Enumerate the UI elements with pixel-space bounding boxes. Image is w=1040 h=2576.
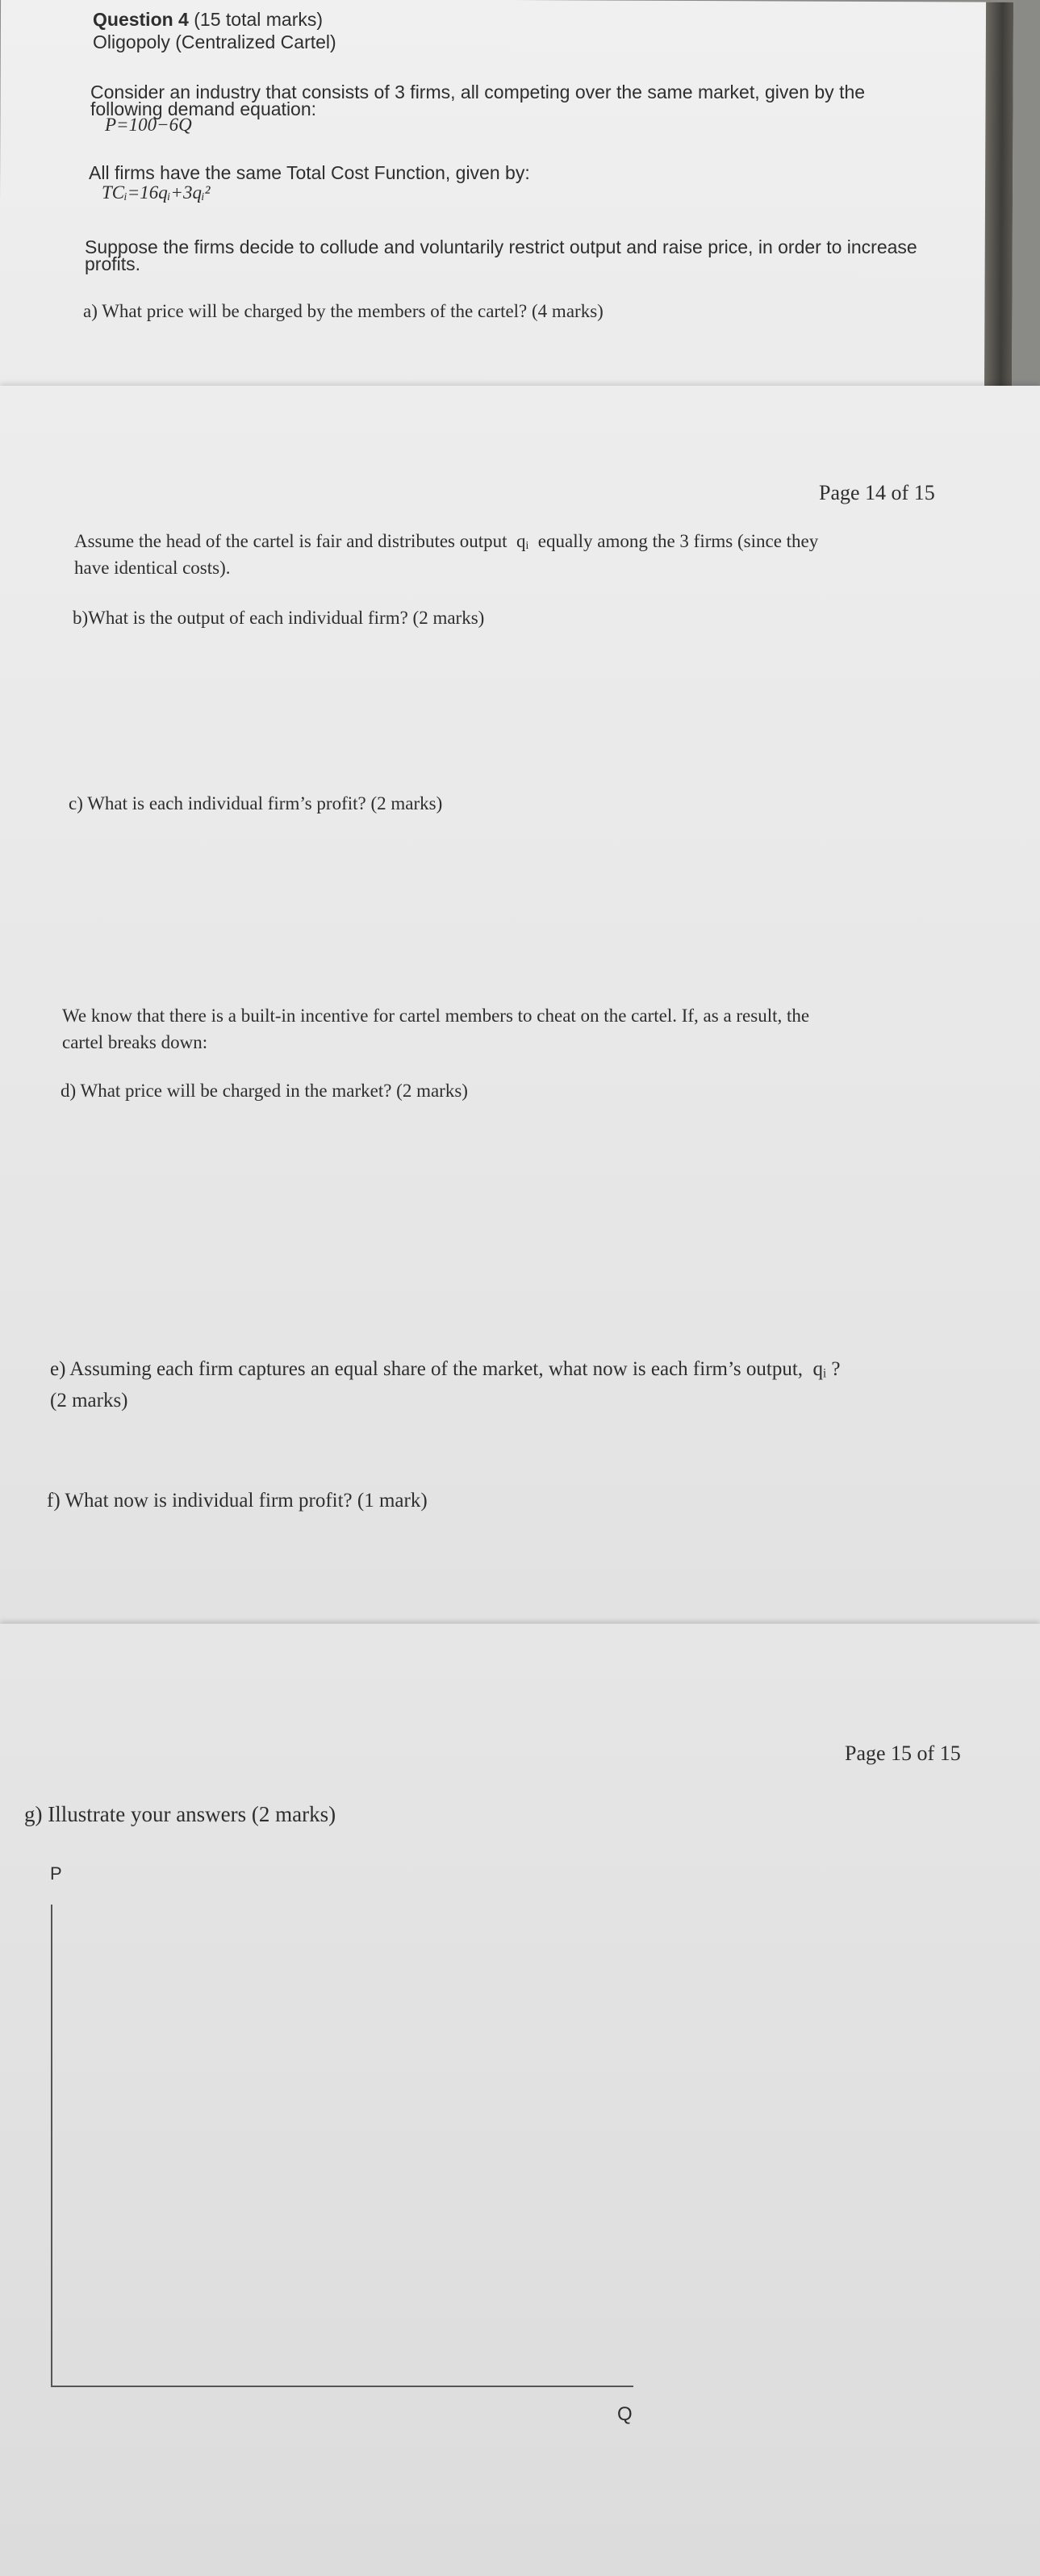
- axis-y-label: P: [50, 1863, 62, 1884]
- background-edge: [984, 2, 1013, 406]
- intro-line-1: Consider an industry that consists of 3 firms, all competing over the same market, given by the: [90, 82, 866, 102]
- cost-equation: TCᵢ=16qᵢ+3qᵢ²: [102, 182, 211, 203]
- question-e-line-1: e) Assuming each firm captures an equal share of the market, what now is each firm’s output, qᵢ ?: [50, 1358, 841, 1380]
- question-e-line-2: (2 marks): [50, 1390, 128, 1411]
- collude-line-2: profits.: [85, 253, 141, 274]
- question-c: c) What is each individual firm’s profit? (2 marks): [69, 793, 443, 813]
- question-title: [93, 8, 323, 31]
- intro-line-2: following demand equation:: [90, 98, 317, 119]
- y-axis-line: [51, 1905, 52, 2387]
- question-f: f) What now is individual firm profit? (1 mark): [47, 1490, 428, 1512]
- question-marks: (15 total marks): [188, 9, 324, 30]
- exam-page-15: [0, 1624, 1040, 2576]
- question-g: g) Illustrate your answers (2 marks): [24, 1802, 336, 1826]
- cost-intro: All firms have the same Total Cost Function, given by:: [89, 162, 530, 183]
- question-a: a) What price will be charged by the members of the cartel? (4 marks): [83, 301, 604, 321]
- page-number-14: Page 14 of 15: [819, 481, 935, 504]
- question-b: b)What is the output of each individual firm? (2 marks): [73, 608, 485, 628]
- assume-line-1: Assume the head of the cartel is fair and distributes output qᵢ equally among the 3 firms (since they: [74, 531, 819, 551]
- x-axis-line: [51, 2386, 633, 2387]
- demand-equation: P=100−6Q: [105, 115, 192, 135]
- question-subtitle: Oligopoly (Centralized Cartel): [93, 31, 336, 52]
- assume-line-2: have identical costs).: [74, 558, 231, 578]
- cheat-line-1: We know that there is a built-in incentive for cartel members to cheat on the cartel. If, as a result, the: [62, 1006, 810, 1026]
- cheat-line-2: cartel breaks down:: [62, 1032, 208, 1052]
- axis-x-label: Q: [617, 2403, 633, 2425]
- question-d: d) What price will be charged in the market? (2 marks): [61, 1081, 468, 1101]
- page-number-15: Page 15 of 15: [845, 1742, 961, 1765]
- collude-line-1: Suppose the firms decide to collude and voluntarily restrict output and raise price, in order to increase: [85, 236, 917, 257]
- question-heading: Question 4: [93, 9, 189, 30]
